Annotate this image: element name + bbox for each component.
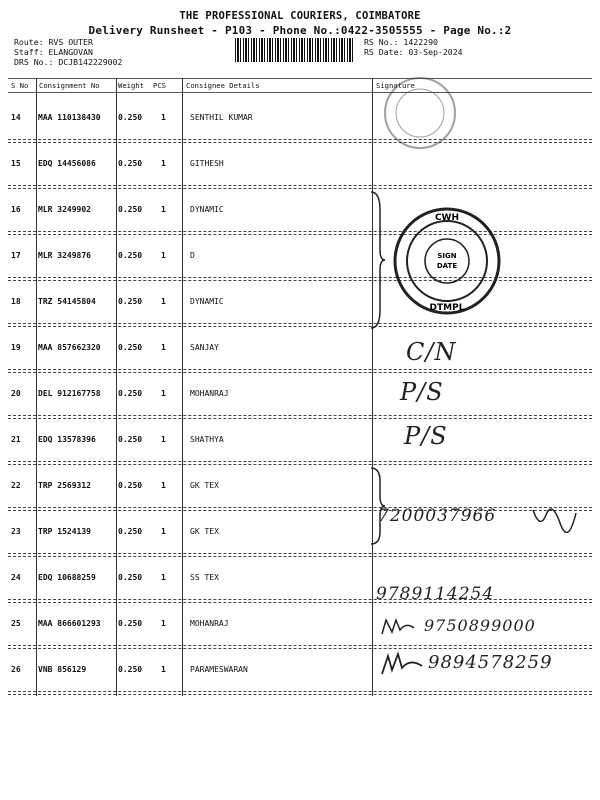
cell-pcs: 1: [161, 205, 166, 214]
cell-sno: 25: [11, 619, 21, 628]
handwritten-phone-4: 9894578259: [428, 652, 553, 673]
cell-consignment: VNB 856129: [38, 665, 87, 674]
cell-weight: 0.250: [118, 573, 143, 582]
cell-consignee: MOHANRAJ: [190, 389, 229, 398]
cell-consignee: MOHANRAJ: [190, 619, 229, 628]
table-row: [8, 510, 592, 556]
header-bottom-rule: [8, 92, 592, 93]
cell-consignee: SHATHYA: [190, 435, 224, 444]
svg-text:CWH: CWH: [434, 213, 460, 223]
cell-consignment: TRZ 54145804: [38, 297, 96, 306]
svg-text:DATE: DATE: [436, 262, 458, 270]
table-row: [8, 280, 592, 326]
cell-sno: 26: [11, 665, 21, 674]
svg-text:DTMPL: DTMPL: [429, 303, 465, 313]
route: Route: RVS OUTER: [14, 37, 93, 47]
cell-pcs: 1: [161, 343, 166, 352]
col-header-signature: Signature: [376, 81, 415, 90]
cell-weight: 0.250: [118, 205, 143, 214]
row-divider: [8, 277, 592, 278]
cell-consignee: SENTHIL KUMAR: [190, 113, 253, 122]
cell-pcs: 1: [161, 619, 166, 628]
table-row: [8, 326, 592, 372]
cell-weight: 0.250: [118, 113, 143, 122]
cell-sno: 15: [11, 159, 21, 168]
cell-consignee: D: [190, 251, 195, 260]
cell-sno: 18: [11, 297, 21, 306]
runsheet-title: THE PROFESSIONAL COURIERS, COIMBATORE: [179, 10, 421, 22]
handwritten-phone-2: 9789114254: [376, 584, 495, 604]
table-row: [8, 556, 592, 602]
cell-weight: 0.250: [118, 527, 143, 536]
table-row: [8, 464, 592, 510]
faded-stamp: [380, 68, 460, 158]
cell-weight: 0.250: [118, 159, 143, 168]
col-header-weight: Weight: [118, 81, 144, 90]
row-divider: [8, 691, 592, 692]
cell-sno: 21: [11, 435, 21, 444]
handwritten-phone-3: 9750899000: [424, 616, 536, 635]
col-header-consignment: Consignment No: [39, 81, 100, 90]
rs-date: RS Date: 03-Sep-2024: [364, 47, 463, 57]
signature-scribble-1: [530, 505, 580, 533]
cell-weight: 0.250: [118, 251, 143, 260]
cell-pcs: 1: [161, 251, 166, 260]
cell-sno: 20: [11, 389, 21, 398]
cell-pcs: 1: [161, 159, 166, 168]
cell-pcs: 1: [161, 389, 166, 398]
cell-consignment: MAA 866601293: [38, 619, 101, 628]
row-divider: [8, 553, 592, 554]
cell-sno: 16: [11, 205, 21, 214]
cell-consignment: EDQ 10688259: [38, 573, 96, 582]
cell-weight: 0.250: [118, 297, 143, 306]
cell-consignment: DEL 912167758: [38, 389, 101, 398]
col-header-pcs: PCS: [153, 81, 166, 90]
handwritten-phone-1: 7200037966: [378, 506, 497, 526]
cell-sno: 14: [11, 113, 21, 122]
rs-number: RS No.: 1422290: [364, 37, 438, 47]
delivery-stamp: [392, 206, 502, 316]
row-divider: [8, 369, 592, 370]
row-divider: [8, 415, 592, 416]
cell-consignment: TRP 1524139: [38, 527, 91, 536]
cell-consignee: DYNAMIC: [190, 205, 224, 214]
handwritten-ps-1: P/S: [400, 378, 444, 406]
row-divider: [8, 599, 592, 600]
cell-weight: 0.250: [118, 665, 143, 674]
row-divider: [8, 139, 592, 140]
cell-sno: 17: [11, 251, 21, 260]
cell-weight: 0.250: [118, 619, 143, 628]
cell-pcs: 1: [161, 435, 166, 444]
runsheet-subtitle: Delivery Runsheet - P103 - Phone No.:0422-3505555 - Page No.:2: [88, 24, 512, 37]
cell-pcs: 1: [161, 113, 166, 122]
col-header-consignee: Consignee Details: [186, 81, 260, 90]
barcode: [235, 38, 355, 62]
cell-consignment: MLR 3249876: [38, 251, 91, 260]
cell-pcs: 1: [161, 527, 166, 536]
cell-consignee: GK TEX: [190, 481, 219, 490]
row-divider: [8, 185, 592, 186]
cell-consignee: SANJAY: [190, 343, 219, 352]
cell-consignment: MAA 857662320: [38, 343, 101, 352]
drs-number: DRS No.: DCJB142229002: [14, 57, 123, 67]
signature-scribble-2: [380, 616, 420, 638]
row-divider: [8, 507, 592, 508]
row-divider: [8, 645, 592, 646]
cell-pcs: 1: [161, 297, 166, 306]
meta-right: [364, 37, 463, 57]
cell-pcs: 1: [161, 573, 166, 582]
cell-sno: 23: [11, 527, 21, 536]
table-row: [8, 234, 592, 280]
header-top-rule: [8, 78, 592, 79]
cell-weight: 0.250: [118, 343, 143, 352]
cell-consignment: EDQ 13578396: [38, 435, 96, 444]
cell-pcs: 1: [161, 481, 166, 490]
cell-consignee: PARAMESWARAN: [190, 665, 248, 674]
cell-sno: 24: [11, 573, 21, 582]
cell-weight: 0.250: [118, 481, 143, 490]
cell-sno: 19: [11, 343, 21, 352]
cell-consignment: EDQ 14456086: [38, 159, 96, 168]
table-row: [8, 96, 592, 142]
table-row: [8, 142, 592, 188]
cell-consignment: MLR 3249902: [38, 205, 91, 214]
row-divider: [8, 323, 592, 324]
handwritten-cn: C/N: [406, 338, 457, 366]
cell-pcs: 1: [161, 665, 166, 674]
col-header-sno: S No: [11, 81, 29, 90]
table-row: [8, 188, 592, 234]
table-row: [8, 418, 592, 464]
brace-16-18: [366, 190, 386, 330]
cell-consignee: GK TEX: [190, 527, 219, 536]
cell-sno: 22: [11, 481, 21, 490]
cell-consignee: GITHESH: [190, 159, 224, 168]
table-row: [8, 372, 592, 418]
row-divider: [8, 461, 592, 462]
cell-weight: 0.250: [118, 389, 143, 398]
cell-consignee: SS TEX: [190, 573, 219, 582]
signature-scribble-3: [380, 650, 426, 678]
row-divider: [8, 231, 592, 232]
cell-consignment: TRP 2569312: [38, 481, 91, 490]
meta-left: [14, 37, 122, 67]
row-divider: [8, 694, 592, 695]
handwritten-ps-2: P/S: [404, 422, 448, 450]
cell-consignee: DYNAMIC: [190, 297, 224, 306]
cell-consignment: MAA 110138430: [38, 113, 101, 122]
svg-text:SIGN: SIGN: [437, 252, 457, 260]
cell-weight: 0.250: [118, 435, 143, 444]
staff: Staff: ELANGOVAN: [14, 47, 93, 57]
